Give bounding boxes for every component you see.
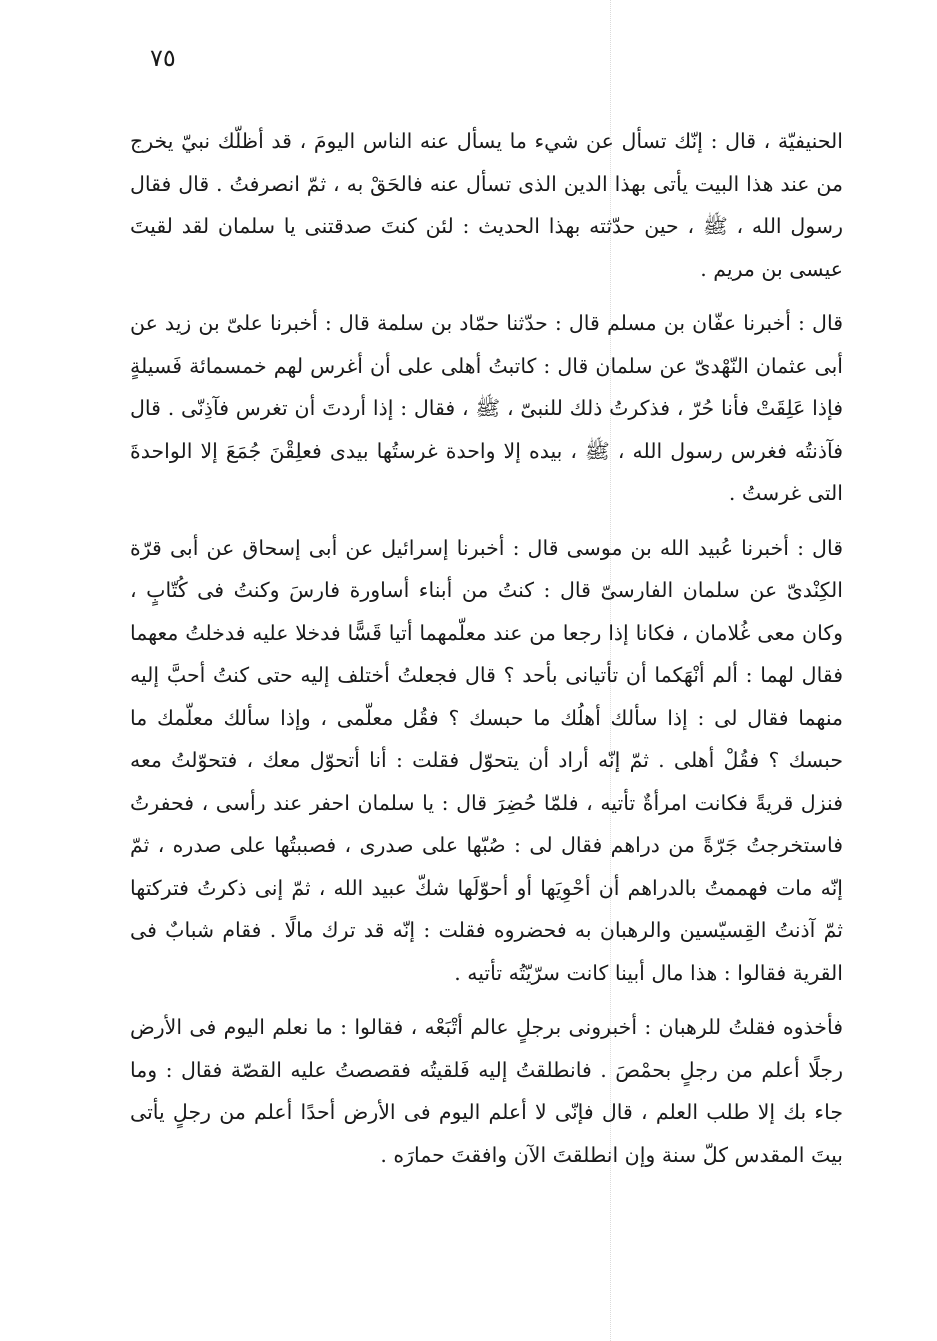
body-text	[130, 120, 843, 1188]
page-number: ٧٥	[150, 44, 176, 72]
paragraph-4: فأخذوه فقلتُ للرهبان : أخبرونى برجلٍ عالم أتْبَعْه ، فقالوا : ما نعلم اليوم فى الأرض رجلًا أعلم من رجلٍ بحمْصَ . فانطلقتُ إليه فَلقيتُه فقصصتُ عليه القصّة فقال : وما جاء بك إلا طلب العلم ، قال فإنّى لا أعلم اليوم فى الأرض أحدًا أعلم من رجلٍ يأتى بيتَ المقدس كلّ سنة وإن انطلقتَ الآن وافقتَ حمارَه .	[130, 1015, 843, 1167]
paragraph-2: قال : أخبرنا عفّان بن مسلم قال : حدّثنا حمّاد بن سلمة قال : أخبرنا علىّ بن زيد عن أبى عثمان النّهْدىّ عن سلمان قال : كاتبتُ أهلى على أن أغرس لهم خمسمائة فَسيلةٍ فإذا عَلِقَتْ فأنا حُرّ ، فذكرتُ ذلك للنبىّ ، ﷺ ، فقال : إذا أردتَ أن تغرس فآذِنّى . قال فآذنتُه فغرس رسول الله ، ﷺ ، بيده إلا واحدة غرستُها بيدى فعلِقْنَ جُمَعَ إلا الواحدةَ التى غرستُ .	[130, 311, 843, 505]
paragraph-1: الحنيفيّة ، قال : إنّك تسأل عن شيء ما يسأل عنه الناس اليومَ ، قد أظلّك نبيّ يخرج من عند هذا البيت يأتى بهذا الدين الذى تسأل عنه فالحَقْ به ، ثمّ انصرفتُ . قال فقال رسول الله ، ﷺ ، حين حدّثته بهذا الحديث : لئن كنتَ صدقتنى يا سلمان لقد لقيتَ عيسى بن مريم .	[130, 129, 843, 281]
paragraph-3: قال : أخبرنا عُبيد الله بن موسى قال : أخبرنا إسرائيل عن أبى إسحاق عن أبى قرّة الكِنْدىّ عن سلمان الفارسىّ قال : كنتُ من أبناء أساورة فارسَ وكنتُ فى كُتّابٍ ، وكان معى غُلامان ، فكانا إذا رجعا من عند معلّمهما أتيا قَسًّا فدخلا عليه فدخلتُ معهما فقال لهما : ألم أنْهَكما أن تأتيانى بأحد ؟ قال فجعلتُ أختلف إليه حتى كنتُ أحبَّ إليه منهما فقال لى : إذا سألك أهلُك ما حبسك ؟ فقُل معلّمى ، وإذا سألك معلّمك ما حبسك ؟ فقُلْ أهلى . ثمّ إنّه أراد أن يتحوّل فقلت : أنا أتحوّل معك ، فتحوّلتُ معه فنزل قريةً فكانت امرأةٌ تأتيه ، فلمّا حُضِرَ قال : يا سلمان احفر عند رأسى ، فحفرتُ فاستخرجتُ جَرّةً من دراهم فقال لى : صُبّها على صدرى ، فصببتُها على صدره ، ثمّ إنّه مات فهممتُ بالدراهم أن أحْوِيَها أو أحوّلَها شكّ عبيد الله ، ثمّ إنى ذكرتُ فتركتها ثمّ آذنتُ القِسيّسين والرهبان به فحضروه فقلت : إنّه قد ترك مالًا . فقام شبابٌ فى القرية فقالوا : هذا مال أبينا كانت سرّيّتُه تأتيه .	[130, 535, 844, 985]
